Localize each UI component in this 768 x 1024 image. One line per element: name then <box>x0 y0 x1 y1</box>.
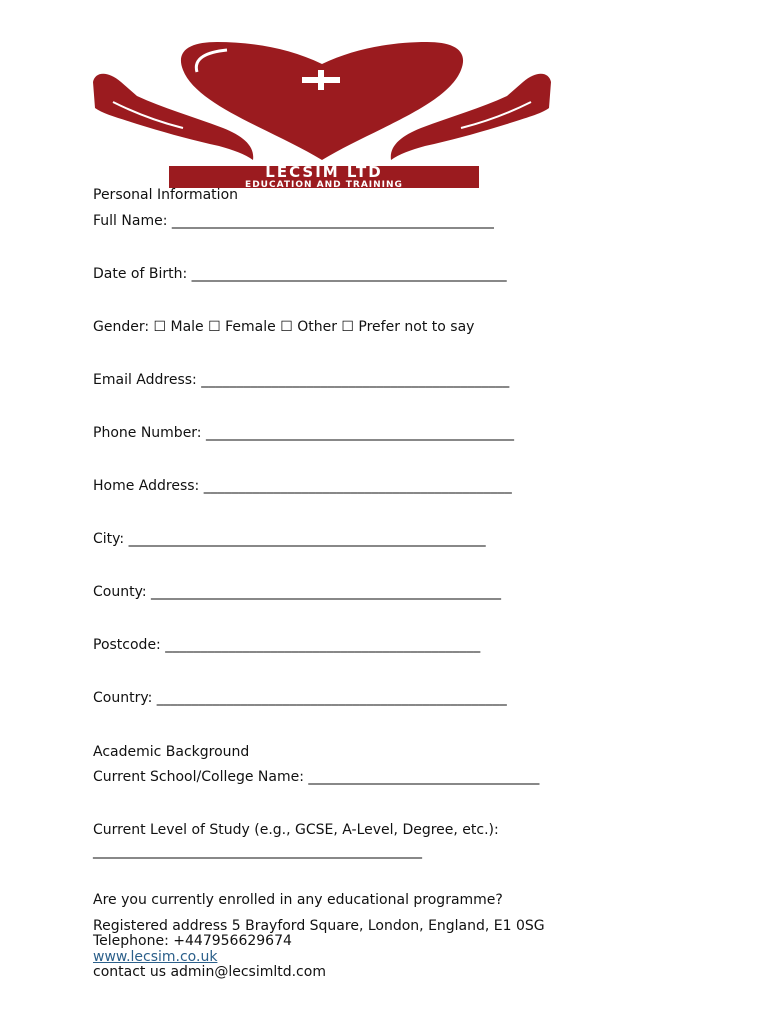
postcode-field: Postcode: _____________________________________________ <box>93 637 481 653</box>
logo-brand-name: LECSIM LTD <box>265 163 383 181</box>
personal-info-heading: Personal Information <box>93 187 239 203</box>
study-level-line: _______________________________________________ <box>93 843 422 859</box>
registered-address: Registered address 5 Brayford Square, London, England, E1 0SG <box>93 918 545 934</box>
contact-email: contact us admin@lecsimltd.com <box>93 964 326 980</box>
home-address-field: Home Address: ____________________________________________ <box>93 478 512 494</box>
heart-in-hands-icon <box>93 42 551 188</box>
lecsim-logo <box>93 42 551 188</box>
gender-field: Gender: ☐ Male ☐ Female ☐ Other ☐ Prefer not to say <box>93 319 475 335</box>
city-field: City: ___________________________________________________ <box>93 531 486 547</box>
website-link[interactable]: www.lecsim.co.uk <box>93 949 218 965</box>
county-field: County: __________________________________________________ <box>93 584 502 600</box>
full-name-field: Full Name: ______________________________________________ <box>93 213 494 229</box>
study-level-label: Current Level of Study (e.g., GCSE, A-Level, Degree, etc.): <box>93 822 499 838</box>
email-field: Email Address: ____________________________________________ <box>93 372 510 388</box>
logo-tagline: EDUCATION AND TRAINING <box>245 180 403 188</box>
country-field: Country: __________________________________________________ <box>93 690 507 706</box>
dob-field: Date of Birth: _____________________________________________ <box>93 266 507 282</box>
enrolled-question: Are you currently enrolled in any educational programme? <box>93 892 503 908</box>
school-name-field: Current School/College Name: _________________________________ <box>93 769 540 785</box>
telephone: Telephone: +447956629674 <box>93 933 292 949</box>
academic-heading: Academic Background <box>93 744 250 760</box>
phone-field: Phone Number: ____________________________________________ <box>93 425 514 441</box>
